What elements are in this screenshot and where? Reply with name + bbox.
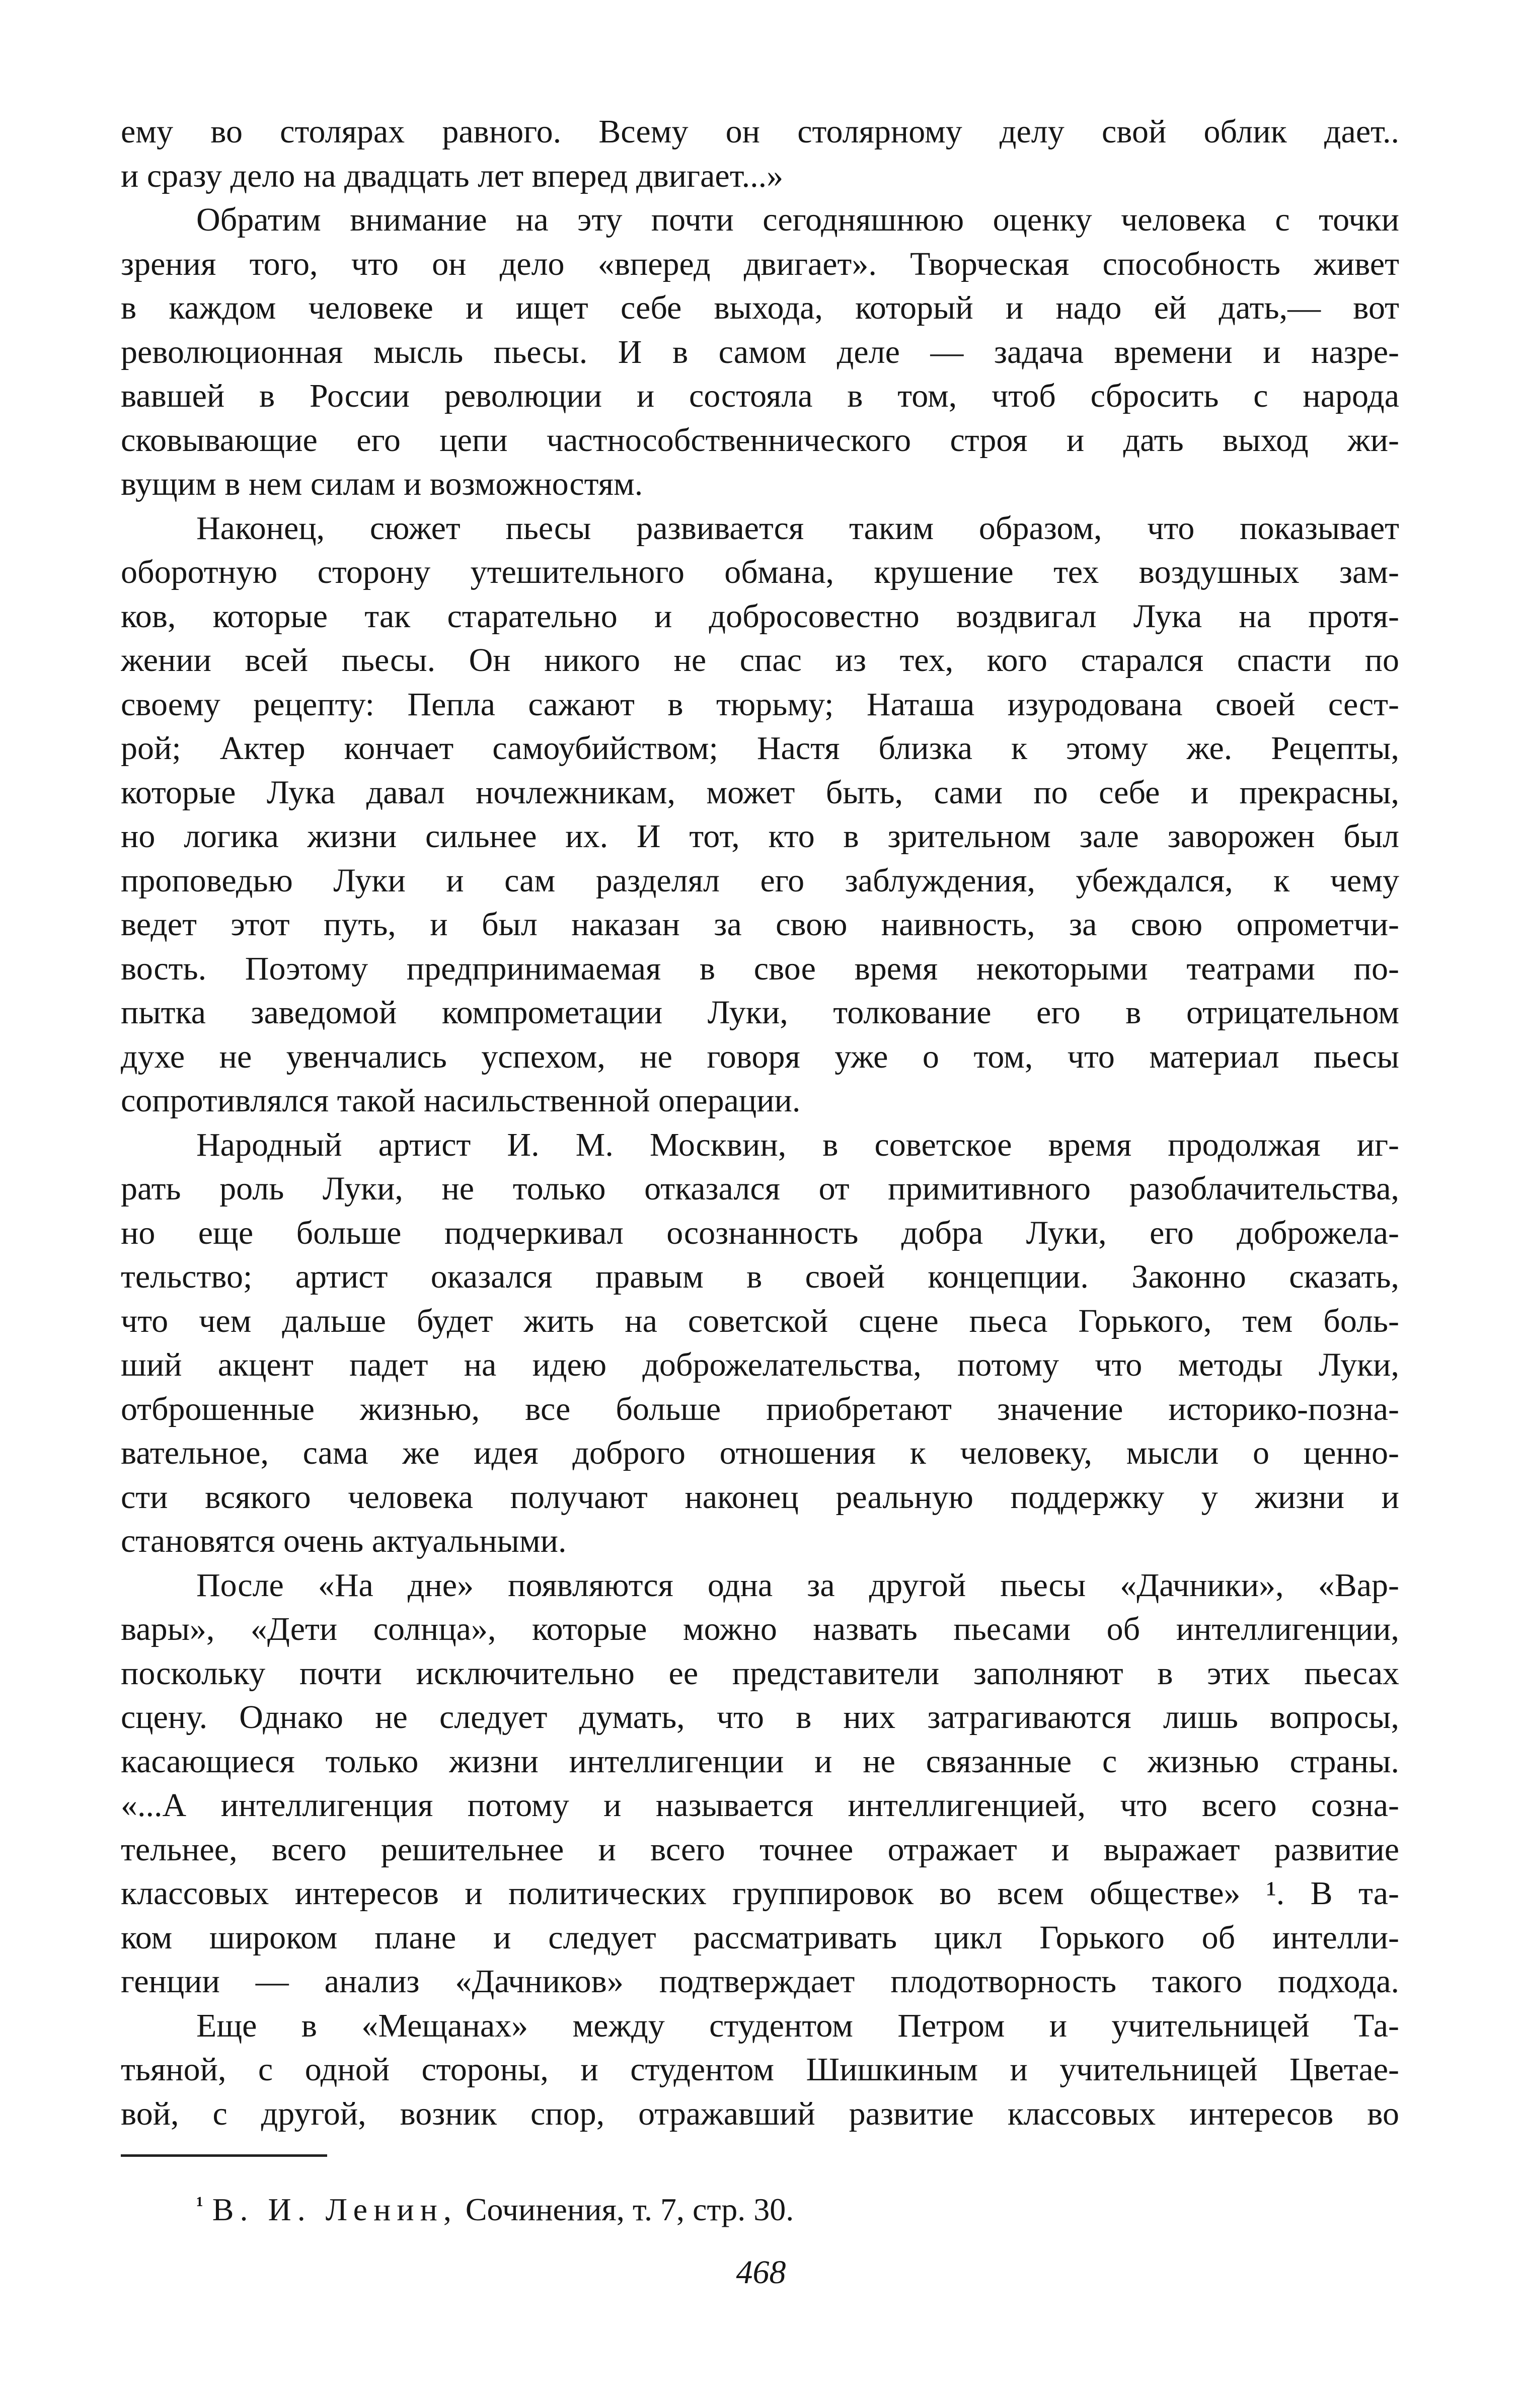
- text-line: но логика жизни сильнее их. И тот, кто в зрительном зале заворожен был: [121, 818, 1399, 855]
- text-line: вость. Поэтому предпринимаемая в свое время некоторыми театрами по-: [121, 950, 1399, 987]
- text-line: ведет этот путь, и был наказан за свою наивность, за свою опрометчи-: [121, 906, 1399, 943]
- text-line: революционная мысль пьесы. И в самом деле — задача времени и назре-: [121, 333, 1399, 370]
- footnote-mark: ¹: [196, 2192, 203, 2217]
- footnote-author: В. И. Ленин,: [212, 2192, 458, 2227]
- text-line: отброшенные жизнью, все больше приобретают значение историко-позна-: [121, 1390, 1399, 1427]
- text-line: ший акцент падет на идею доброжелательства, потому что методы Луки,: [121, 1346, 1399, 1383]
- text-line: тельство; артист оказался правым в своей концепции. Законно сказать,: [121, 1258, 1399, 1295]
- text-line: сцену. Однако не следует думать, что в них затрагиваются лишь вопросы,: [121, 1699, 1399, 1736]
- text-line: рой; Актер кончает самоубийством; Настя близка к этому же. Рецепты,: [121, 730, 1399, 767]
- text-line: становятся очень актуальными.: [121, 1523, 567, 1559]
- text-line: сти всякого человека получают наконец реальную поддержку у жизни и: [121, 1478, 1399, 1516]
- text-line: жении всей пьесы. Он никого не спас из тех, кого старался спасти по: [121, 642, 1399, 679]
- text-line: духе не увенчались успехом, не говоря уже о том, что материал пьесы: [121, 1038, 1399, 1075]
- text-line: «...А интеллигенция потому и называется интеллигенцией, что всего созна-: [121, 1787, 1399, 1824]
- text-line: и сразу дело на двадцать лет вперед двигает...»: [121, 157, 784, 194]
- text-line: классовых интересов и политических группировок во всем обществе» ¹. В та-: [121, 1875, 1399, 1912]
- page-number: 468: [736, 2254, 786, 2291]
- text-line: поскольку почти исключительно ее представители заполняют в этих пьесах: [121, 1654, 1399, 1692]
- text-line: сковывающие его цепи частнособственнического строя и дать выход жи-: [121, 421, 1399, 459]
- text-line: вары», «Дети солнца», которые можно назвать пьесами об интеллигенции,: [121, 1611, 1399, 1647]
- text-line: Наконец, сюжет пьесы развивается таким образом, что показывает: [196, 509, 1399, 547]
- text-line: ков, которые так старательно и добросовестно воздвигал Лука на протя-: [121, 597, 1399, 635]
- text-line: Еще в «Мещанах» между студентом Петром и учительницей Та-: [196, 2007, 1399, 2044]
- text-line: оборотную сторону утешительного обмана, крушение тех воздушных зам-: [121, 554, 1399, 590]
- text-line: но еще больше подчеркивал осознанность добра Луки, его доброжела-: [121, 1214, 1399, 1251]
- text-line: что чем дальше будет жить на советской сцене пьеса Горького, тем боль-: [121, 1302, 1399, 1339]
- footnote-source: Сочинения, т. 7, стр. 30.: [465, 2192, 794, 2227]
- text-line: ему во столярах равного. Всему он столярному делу свой облик дает..: [121, 113, 1399, 150]
- text-line: Народный артист И. М. Москвин, в советское время продолжая иг-: [196, 1126, 1399, 1163]
- text-line: вавшей в России революции и состояла в том, чтоб сбросить с народа: [121, 378, 1399, 414]
- body-text: [121, 110, 1399, 2136]
- footnote: [196, 2185, 794, 2230]
- text-line: которые Лука давал ночлежникам, может быть, сами по себе и прекрасны,: [121, 774, 1399, 811]
- text-line: вущим в нем силам и возможностям.: [121, 466, 643, 502]
- text-line: вой, с другой, возник спор, отражавший развитие классовых интересов во: [121, 2095, 1399, 2132]
- text-line: рать роль Луки, не только отказался от примитивного разоблачительства,: [121, 1170, 1399, 1207]
- text-line: зрения того, что он дело «вперед двигает». Творческая способность живет: [121, 245, 1399, 282]
- text-line: сопротивлялся такой насильственной операции.: [121, 1082, 801, 1119]
- text-line: Обратим внимание на эту почти сегодняшнюю оценку человека с точки: [196, 201, 1399, 238]
- text-line: тельнее, всего решительнее и всего точнее отражает и выражает развитие: [121, 1831, 1399, 1868]
- text-line: После «На дне» появляются одна за другой пьесы «Дачники», «Вар-: [196, 1566, 1399, 1604]
- text-line: в каждом человеке и ищет себе выхода, который и надо ей дать,— вот: [121, 289, 1399, 326]
- footnote-divider: [121, 2154, 327, 2157]
- text-line: касающиеся только жизни интеллигенции и не связанные с жизнью страны.: [121, 1743, 1399, 1780]
- text-line: пытка заведомой компрометации Луки, толкование его в отрицательном: [121, 994, 1399, 1031]
- text-line: вательное, сама же идея доброго отношения к человеку, мысли о ценно-: [121, 1435, 1399, 1471]
- text-line: генции — анализ «Дачников» подтверждает плодотворность такого подхода.: [121, 1963, 1399, 2000]
- text-line: ком широком плане и следует рассматривать цикл Горького об интелли-: [121, 1919, 1399, 1956]
- text-line: своему рецепту: Пепла сажают в тюрьму; Наташа изуродована своей сест-: [121, 686, 1399, 723]
- text-line: тьяной, с одной стороны, и студентом Шишкиным и учительницей Цветае-: [121, 2051, 1399, 2088]
- text-line: проповедью Луки и сам разделял его заблуждения, убеждался, к чему: [121, 862, 1399, 899]
